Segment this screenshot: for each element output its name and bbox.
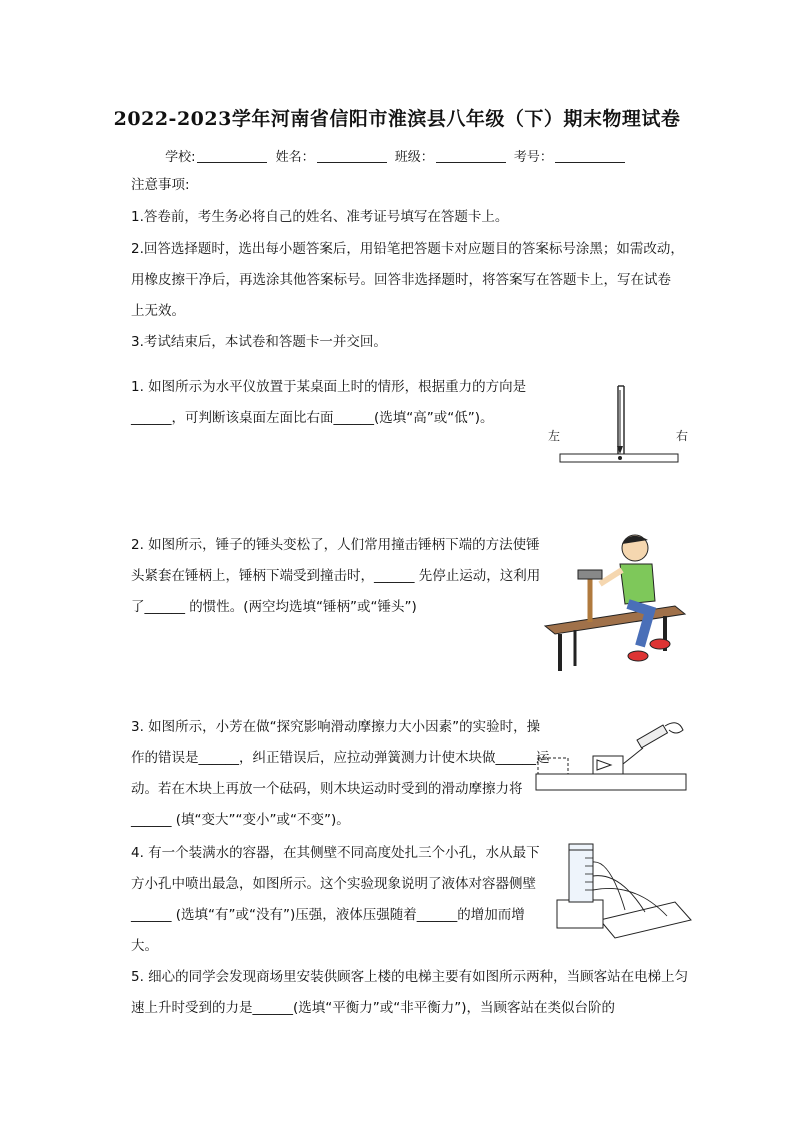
class-blank[interactable] (436, 150, 506, 163)
question-3: 3. 如图所示，小芳在做“探究影响滑动摩擦力大小因素”的实验时，操作的错误是______，纠正错误后，应拉动弹簧测力计使木块做______运动。若在木块上再放一个砝码，则木块运动时受到的滑动摩擦力将______ (填“变大”“变小”或“不变”)。 (131, 719, 550, 828)
name-blank[interactable] (317, 150, 387, 163)
question-2: 2. 如图所示，锤子的锤头变松了，人们常用撞击锤柄下端的方法使锤头紧套在锤柄上，锤柄下端受到撞击时，______ 先停止运动，这利用了______ 的惯性。(两空均选填“锤柄”或“锤头”) (131, 537, 541, 615)
note-2-line-3: 上无效。 (131, 303, 185, 319)
note-1: 1.答卷前，考生务必将自己的姓名、准考证号填写在答题卡上。 (131, 209, 509, 225)
hammer-boy-figure (540, 526, 690, 676)
note-2-line-2: 用橡皮擦干净后，再选涂其他答案标号。回答非选择题时，将答案写在答题卡上，写在试卷 (131, 272, 671, 288)
question-1: 1. 如图所示为水平仪放置于某桌面上时的情形，根据重力的方向是______，可判断该桌面左面比右面______(选填“高”或“低”)。 (131, 379, 527, 426)
notes-heading: 注意事项: (131, 177, 190, 193)
name-label: 姓名： (275, 150, 315, 165)
note-3: 3.考试结束后，本试卷和答题卡一并交回。 (131, 334, 387, 350)
note-2-line-1: 2.回答选择题时，选出每小题答案后，用铅笔把答题卡对应题目的答案标号涂黑；如需改动， (131, 241, 684, 257)
level-right-label: 右 (676, 429, 688, 443)
school-label: 学校: (165, 150, 196, 165)
question-5: 5. 细心的同学会发现商场里安装供顾客上楼的电梯主要有如图所示两种，当顾客站在电梯上匀速上升时受到的力是______(选填“平衡力”或“非平衡力”)，当顾客站在类似台阶的 (131, 969, 689, 1016)
friction-experiment-figure (533, 718, 693, 798)
water-container-figure (555, 840, 695, 940)
class-label: 班级： (394, 150, 434, 165)
question-4: 4. 有一个装满水的容器，在其侧壁不同高度处扎三个小孔，水从最下方小孔中喷出最急，如图所示。这个实验现象说明了液体对容器侧壁______ (选填“有”或“没有”)压强，液体压强随着______的增加而增大。 (131, 845, 540, 954)
student-info-row (0, 146, 794, 165)
level-left-label: 左 (548, 429, 561, 443)
exam-number-blank[interactable] (555, 150, 625, 163)
exam-title: 2022-2023学年河南省信阳市淮滨县八年级（下）期末物理试卷 (113, 108, 681, 130)
exam-number-label: 考号： (513, 150, 553, 165)
school-blank[interactable] (197, 150, 267, 163)
spirit-level-figure (548, 380, 688, 470)
